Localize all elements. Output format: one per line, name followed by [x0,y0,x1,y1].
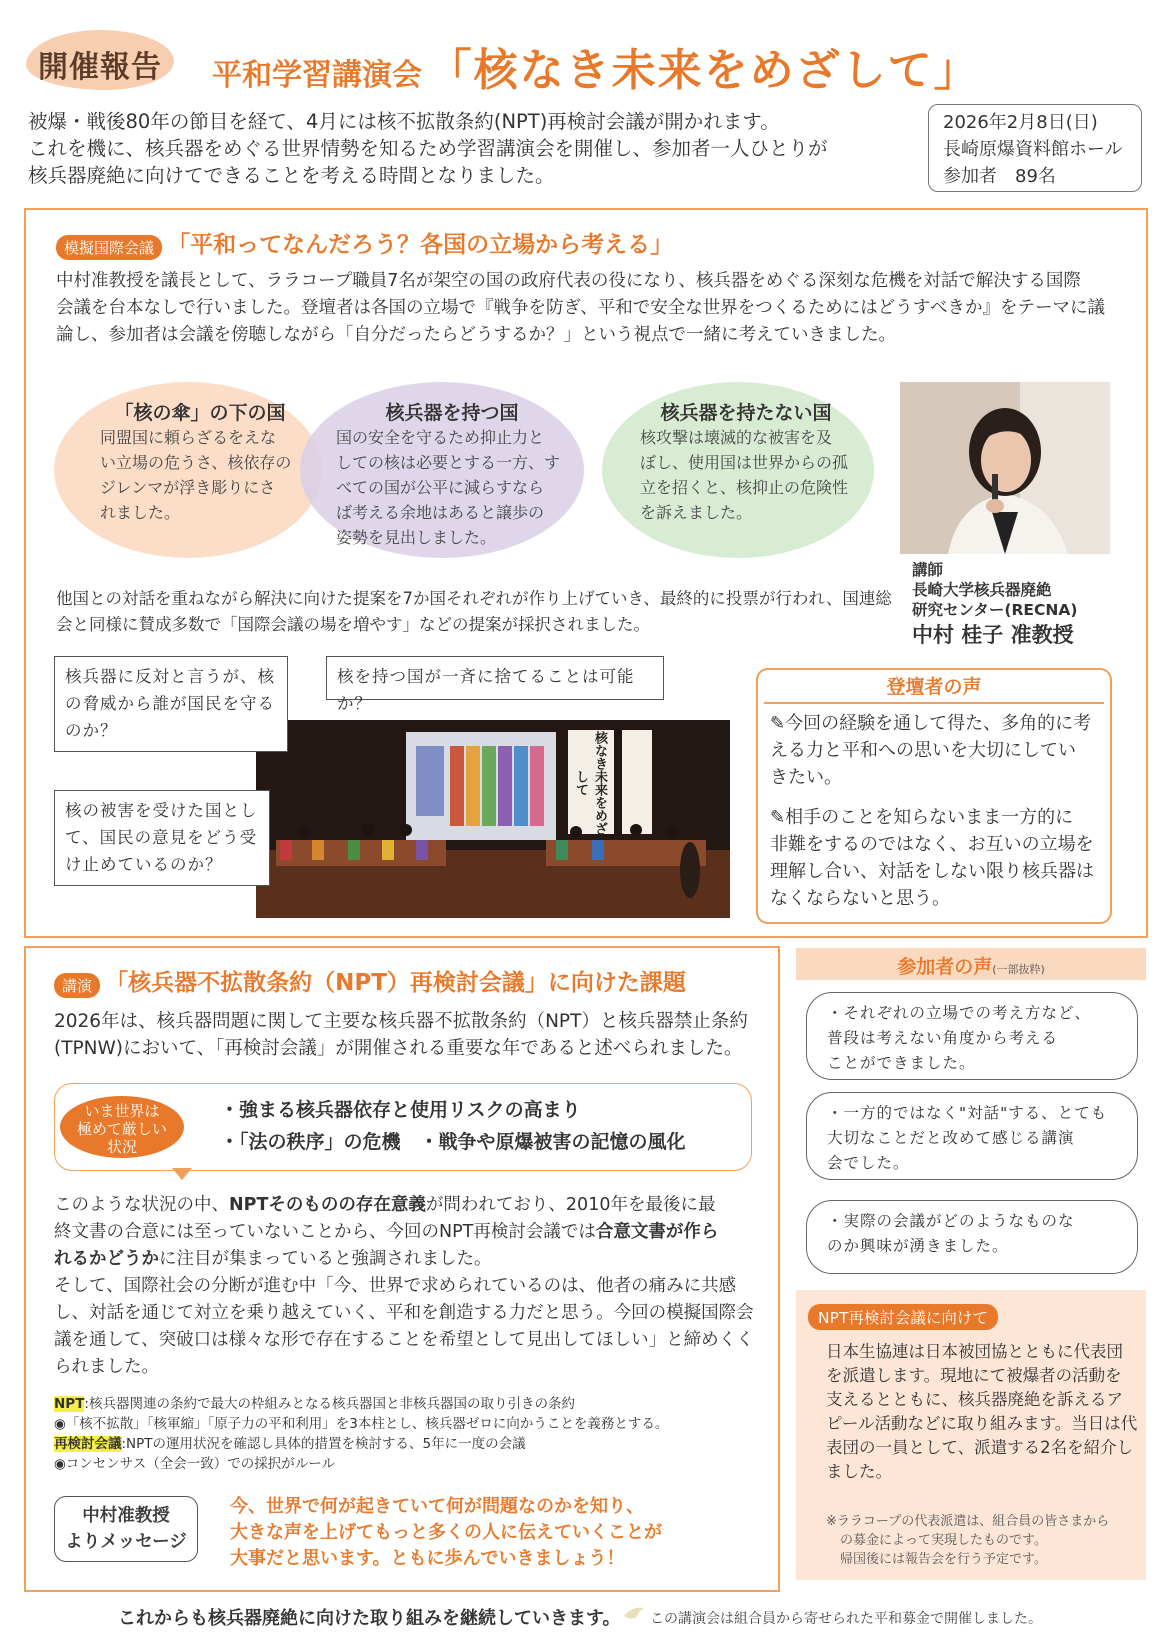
mock-body-line: 中村准教授を議長として、ララコープ職員7名が架空の国の政府代表の役になり、核兵器をめぐる深刻な危機を対話で解決する国際 [56,271,1081,291]
message-label-line: 中村准教授 [82,1506,170,1526]
intro-text [28,108,888,189]
npt-body-line: 支えるとともに、核兵器廃絶を訴えるア [826,1390,1123,1409]
note-review [54,1434,774,1454]
world-badge [60,1096,184,1158]
group-text-line: い立場の危うさ、核依存の [100,453,292,472]
message-line: 大きな声を上げてもっと多くの人に伝えていくことが [230,1522,662,1543]
pen-icon: ✎ [770,713,786,734]
text-run: に注目が集まっていると強調されました。 [159,1249,492,1269]
intro-line: 核兵器廃絶に向けてできることを考える時間となりました。 [28,164,555,187]
page-title [212,34,980,98]
group-text-line: べての国が公平に減らすなら [336,478,545,497]
mock-body-line: 会議を台本なしで行いました。登壇者は各国の立場で『戦争を防ぎ、平和で安全な世界をつくるためにはどうすべきか』をテーマに議 [56,298,1105,318]
group-text [336,425,568,550]
note-sub: ◉「核不拡散」「核軍縮」「原子力の平和利用」を3本柱とし、核兵器ゼロに向かうことを義務とする。 [54,1416,669,1432]
conference-photo [256,720,730,918]
npt-towards-body [826,1340,1142,1484]
voice-line: える力と平和への思いを大切にしてい [770,740,1076,761]
bubble-line: け止めているのか？ [65,855,223,874]
message-line: 今、世界で何が起きていて何が問題なのかを知り、 [230,1496,644,1517]
npt-note-line: の募金によって実現したものです。 [840,1533,1047,1548]
banner-text: 核なき未来をめざして [573,731,607,835]
voice-line: 理解し合い、対話をしない限り核兵器は [770,861,1094,882]
voice-line: 非難をするのではなく、お互いの立場を [770,834,1094,855]
lecture-body-line: し、対話を通じて対立を乗り越えていく、平和を創造する力だと思う。今回の模擬国際会 [54,1303,754,1323]
group-text-line: 同盟国に頼らざるをえな [100,428,277,447]
report-tag-label: 開催報告 [38,50,162,85]
group-text-line: 国の安全を守るため抑止力と [336,428,545,447]
npt-note-line: 帰国後には報告会を行う予定です。 [840,1552,1047,1567]
bubble-line: て、国民の意見をどう受 [65,828,258,847]
npt-body-line: 日本生協連は日本被団協とともに代表団 [826,1342,1123,1361]
panelist-voice-item [770,804,1106,912]
text-run-bold: れるかどうか [54,1249,159,1269]
participant-comment-2 [806,1092,1138,1180]
group-text-line: ば考える余地はあると譲歩の [336,503,545,522]
group-text [100,425,300,525]
bubble-line: 核を持つ国が一斉に捨てることは可能か？ [337,667,635,713]
badge-line: いま世界は [84,1102,160,1120]
question-bubble-1 [54,656,288,752]
mock-result-line: 他国との対話を重ねながら解決に向けた提案を7か国それぞれが作り上げていき、最終的に投票が行われ、国連総 [56,589,892,608]
speaker-caption [912,560,1077,650]
note-npt [54,1394,774,1414]
participant-comment-1 [806,992,1138,1080]
bubble-line: の脅威から誰が国民を守る [65,694,275,713]
lecture-intro [54,1008,774,1062]
group-title: 「核の傘」の下の国 [114,402,286,424]
group-non-nuclear [640,398,852,525]
group-text-line: れました。 [100,503,181,522]
comment-line: のか興味が湧きました。 [827,1237,1009,1255]
comment-line: ・実際の会議がどのようなものな [827,1212,1075,1230]
text-run-bold: NPTそのものの存在意義 [229,1195,426,1215]
lecture-body-line: そして、国際社会の分断が進む中「今、世界で求められているのは、他者の痛みに共感 [54,1276,737,1296]
lecture-body-line [54,1192,774,1219]
comment-line: 会でした。 [827,1154,910,1172]
dove-icon [622,1604,646,1624]
group-text-line: を訴えました。 [640,503,753,522]
participant-comment-3 [806,1200,1138,1274]
badge-line: 極めて厳しい [76,1120,167,1138]
lecture-body-line: られました。 [54,1357,159,1377]
mock-result [56,586,906,638]
npt-note-line: ※ララコープの代表派遣は、組合員の皆さまから [826,1514,1110,1529]
group-umbrella [100,398,300,525]
group-nuclear [336,398,568,550]
intro-line: 被爆・戦後80年の節目を経て、4月には核不拡散条約(NPT)再検討会議が開かれます。 [28,110,780,133]
group-text-line: しての核は必要とする一方、す [336,453,561,472]
speaker-affiliation: 研究センター(RECNA) [912,601,1078,619]
title-small: 平和学習講演会 [212,58,422,93]
group-text-line: 姿勢を見出しました。 [336,528,497,547]
mock-title: 「平和ってなんだろう？各国の立場から考える」 [167,232,674,258]
participant-voice-title-wrap [796,948,1146,979]
title-big: 「核なき未来をめざして」 [427,45,980,96]
message-line: 大事だと思います。ともに歩んでいきましょう！ [230,1548,625,1569]
group-text [640,425,852,525]
bubble-line: 核の被害を受けた国とし [65,801,258,820]
text-run: 終文書の合意には至っていないことから、今回のNPT再検討会議では [54,1222,596,1242]
participant-voice-title: 参加者の声 [897,956,993,978]
mock-pill: 模擬国際会議 [56,235,162,260]
footer-note: この講演会は組合員から寄せられた平和募金で開催しました。 [650,1611,1042,1627]
world-item: ・強まる核兵器依存と使用リスクの高まり [220,1099,581,1121]
glossary-notes [54,1394,774,1474]
lecture-body-line: 議を通して、突破口は様々な形で存在することを希望として見出してほしい」と締めくく [54,1330,754,1350]
note-text: :核兵器関連の条約で最大の枠組みとなる核兵器国と非核兵器国の取り引きの条約 [84,1396,575,1412]
speaker-affiliation: 長崎大学核兵器廃絶 [912,581,1052,599]
badge-line: 状況 [106,1138,137,1156]
lecture-heading [54,964,686,998]
participant-voice-header [796,948,1146,980]
note-sub: ◉コンセンサス（全会一致）での採択がルール [54,1456,335,1472]
professor-message [230,1494,662,1572]
group-text-line: ぼし、使用国は世界からの孤 [640,453,849,472]
comment-line: ・一方的ではなく"対話"する、とても [827,1104,1108,1122]
event-participants: 参加者 89名 [943,166,1056,187]
npt-body-line: ました。 [826,1462,892,1481]
event-date: 2026年2月8日(日) [943,112,1098,133]
text-run: このような状況の中、 [54,1195,229,1215]
footer-message: これからも核兵器廃絶に向けた取り組みを継続していきます。 [118,1608,621,1629]
mock-body [56,268,1126,349]
npt-body-line: 表団の一員として、派遣する2名を紹介し [826,1438,1134,1457]
group-text-line: ジレンマが浮き彫りにさ [100,478,276,497]
voice-line: なくならないと思う。 [770,888,950,909]
voice-line: きたい。 [770,767,842,788]
npt-towards-note [826,1512,1142,1569]
event-venue: 長崎原爆資料館ホール [943,139,1123,160]
event-info-box [928,104,1142,192]
comment-line: ・それぞれの立場での考え方など、 [827,1004,1092,1022]
lecture-body [54,1192,774,1381]
message-label-line: よりメッセージ [65,1532,187,1552]
npt-body-line: ピール活動などに取り組みます。当日は代 [826,1414,1138,1433]
comment-line: ことができました。 [827,1054,976,1072]
note-text: :NPTの運用状況を確認し具体的措置を検討する、5年に一度の会議 [121,1436,526,1452]
bubble-line: 核兵器に反対と言うが、核 [65,667,275,686]
panelist-voice-item [770,710,1106,791]
note-label: 再検討会議 [54,1436,122,1452]
note-label: NPT [54,1396,85,1412]
npt-towards-pill: NPT再検討会議に向けて [808,1304,998,1330]
world-item: ・「法の秩序」の危機 ・戦争や原爆被害の記憶の風化 [220,1131,686,1153]
lecture-title: 「核兵器不拡散条約（NPT）再検討会議」に向けた課題 [105,970,686,996]
lecture-body-line [54,1219,774,1246]
participant-voice-subtitle: (一部抜粋) [992,963,1045,976]
voice-line: 相手のことを知らないまま一方的に [785,807,1074,828]
pen-icon: ✎ [770,807,786,828]
npt-body-line: を派遣します。現地にて被爆者の活動を [826,1366,1122,1385]
voice-line: 今回の経験を通して得た、多角的に考 [785,713,1092,734]
panelist-voice-box [756,668,1112,924]
bubble-line: のか？ [65,721,118,740]
world-items [220,1094,686,1158]
mock-body-line: 論し、参加者は会議を傍聴しながら「自分だったらどうするか？」という視点で一緒に考えていきました。 [56,325,896,345]
text-run: が問われており、2010年を最後に最 [425,1195,716,1215]
lecture-pill: 講演 [54,973,100,998]
comment-line: 普段は考えない角度から考える [827,1029,1059,1047]
lecture-body-line [54,1246,774,1273]
lecture-intro-line: 2026年は、核兵器問題に関して主要な核兵器不拡散条約（NPT）と核兵器禁止条約 [54,1011,748,1032]
world-box-tail [172,1168,192,1180]
group-text-line: 核攻撃は壊滅的な被害を及 [640,428,833,447]
message-label-box [54,1496,198,1562]
divider [764,702,1104,704]
comment-line: 大切なことだと改めて感じる講演 [827,1129,1075,1147]
mock-result-line: 会と同様に賛成多数で「国際会議の場を増やす」などの提案が採択されました。 [56,615,650,634]
report-tag [26,30,174,90]
lecture-intro-line: (TPNW)において、「再検討会議」が開催される重要な年であると述べられました。 [54,1038,743,1059]
question-bubble-3 [54,790,270,886]
group-title: 核兵器を持たない国 [660,402,832,424]
text-run-bold: 合意文書が作ら [595,1222,719,1242]
mock-heading [56,226,673,260]
group-text-line: 立を招くと、核抑止の危険性 [640,478,849,497]
speaker-role: 講師 [912,561,944,579]
speaker-name: 中村 桂子 准教授 [912,623,1074,647]
panelist-voice-title: 登壇者の声 [886,676,982,698]
speaker-photo [900,382,1110,554]
group-title: 核兵器を持つ国 [385,402,519,424]
question-bubble-2 [326,656,664,713]
intro-line: これを機に、核兵器をめぐる世界情勢を知るため学習講演会を開催し、参加者一人ひとりが [28,137,828,160]
